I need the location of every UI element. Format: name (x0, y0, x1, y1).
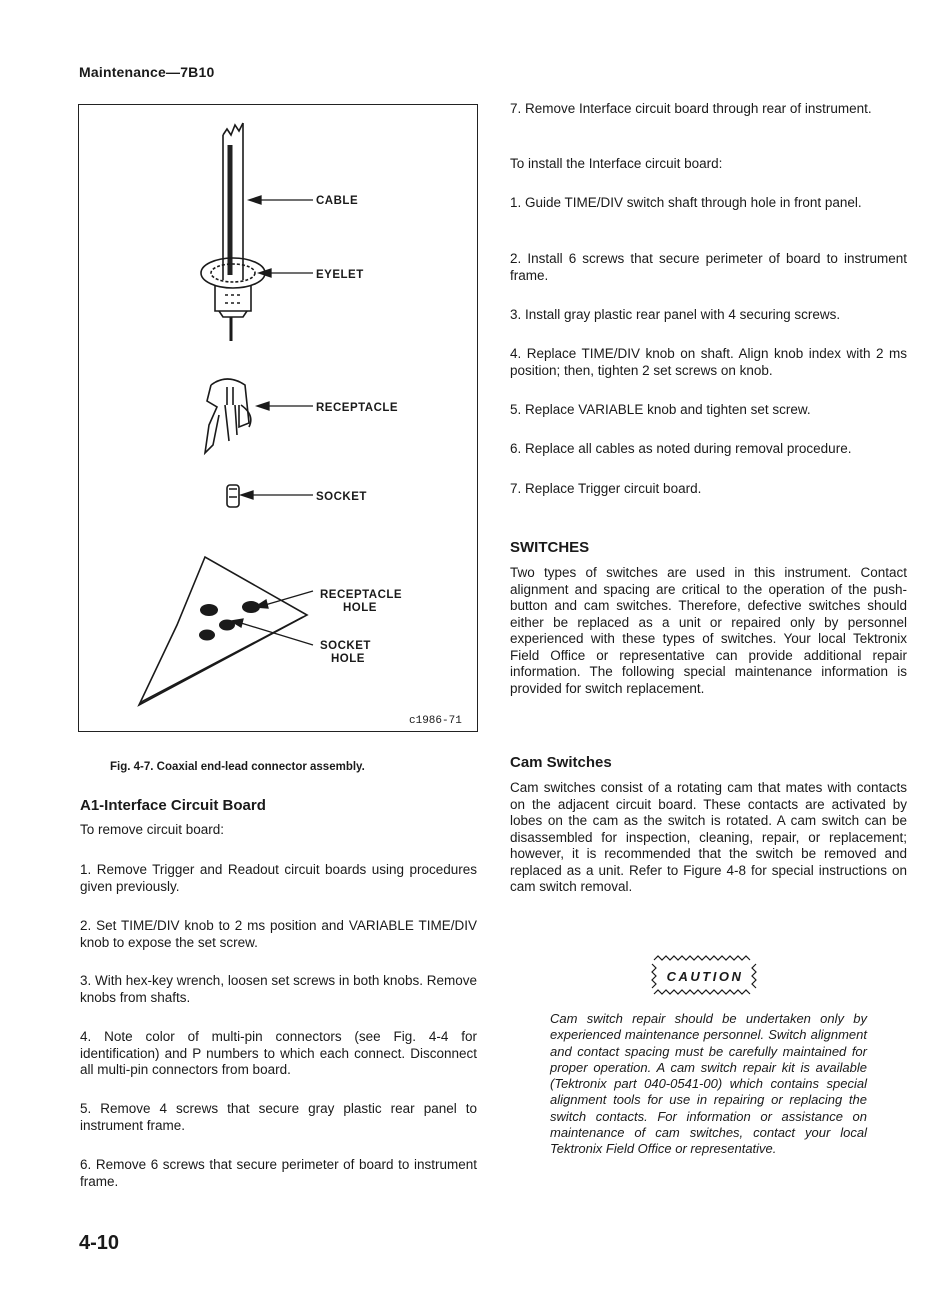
switches-text: Two types of switches are used in this instrument. Contact alignment and spacing are critical to the operation of the push-button and cam switches. Therefore, defective switches should either be replaced as a unit or repaired only by personnel experienced with these types of switches. Your local Tektronix Field Office or representative can provide additional repair information. The following special maintenance information is provided for switch replacement. (510, 565, 907, 696)
a1-step-6: 6. Remove 6 screws that secure perimeter of board to instrument frame. (80, 1157, 477, 1189)
label-socket-hole-1: SOCKET (320, 640, 371, 652)
figure-caption: Fig. 4-7. Coaxial end-lead connector assembly. (110, 761, 365, 773)
caution-label: CAUTION (666, 969, 744, 984)
install-step-3: 3. Install gray plastic rear panel with 4 securing screws. (510, 307, 841, 322)
install-step-2: 2. Install 6 screws that secure perimeter of board to instrument frame. (510, 251, 907, 283)
label-cable: CABLE (316, 195, 359, 207)
page-number: 4-10 (79, 1232, 120, 1254)
a1-step-1: 1. Remove Trigger and Readout circuit boards using procedures given previously. (80, 862, 477, 894)
connector-diagram (79, 105, 479, 733)
label-receptacle-hole-2: HOLE (343, 602, 377, 614)
switches-heading: SWITCHES (510, 539, 590, 556)
label-receptacle-hole-1: RECEPTACLE (320, 589, 403, 601)
install-step-1: 1. Guide TIME/DIV switch shaft through hole in front panel. (510, 195, 862, 210)
a1-step-3: 3. With hex-key wrench, loosen set screws in both knobs. Remove knobs from shafts. (80, 973, 477, 1005)
a1-step-2: 2. Set TIME/DIV knob to 2 ms position and VARIABLE TIME/DIV knob to expose the set screw. (80, 918, 477, 950)
figure-box (78, 104, 478, 732)
install-intro: To install the Interface circuit board: (510, 156, 723, 171)
label-eyelet: EYELET (316, 269, 364, 281)
cam-switches-heading: Cam Switches (510, 754, 612, 771)
page-header: Maintenance—7B10 (79, 64, 215, 80)
a1-intro: To remove circuit board: (80, 822, 225, 837)
install-step-7: 7. Replace Trigger circuit board. (510, 481, 702, 496)
figure-code: c1986-71 (409, 715, 462, 727)
cam-switches-text: Cam switches consist of a rotating cam that mates with contacts on the adjacent circuit board. These contacts are activated by lobes on the cam as the switch is rotated. A cam switch can be disassembled for inspection, cleaning, repair, or replacement; however, it is recommended that the switch be removed and replaced as a unit. Refer to Figure 4-8 for special instructions on cam switch removal. (510, 780, 907, 894)
label-socket: SOCKET (316, 491, 367, 503)
install-step-4: 4. Replace TIME/DIV knob on shaft. Align knob index with 2 ms position; then, tighten 2 set screws on knob. (510, 346, 907, 378)
install-step-5: 5. Replace VARIABLE knob and tighten set screw. (510, 402, 811, 417)
a1-step-5: 5. Remove 4 screws that secure gray plastic rear panel to instrument frame. (80, 1101, 477, 1133)
label-receptacle: RECEPTACLE (316, 402, 399, 414)
removal-step-7: 7. Remove Interface circuit board through rear of instrument. (510, 101, 872, 116)
a1-step-4: 4. Note color of multi-pin connectors (see Fig. 4-4 for identification) and P numbers to which each connect. Disconnect all multi-pin connectors from board. (80, 1029, 477, 1077)
install-step-6: 6. Replace all cables as noted during removal procedure. (510, 441, 852, 456)
a1-heading: A1-Interface Circuit Board (80, 797, 266, 814)
label-socket-hole-2: HOLE (331, 653, 365, 665)
caution-text: Cam switch repair should be undertaken only by experienced maintenance personnel. Switch alignment and contact spacing must be carefully maintained for proper operation. A cam switch repair kit is available (Tektronix part 040-0541-00) which contains special alignment tools for use in repairing or replacing the switch contacts. For information or assistance on maintenance of cam switches, contact your local Tektronix Field Office or representative. (550, 1011, 867, 1157)
